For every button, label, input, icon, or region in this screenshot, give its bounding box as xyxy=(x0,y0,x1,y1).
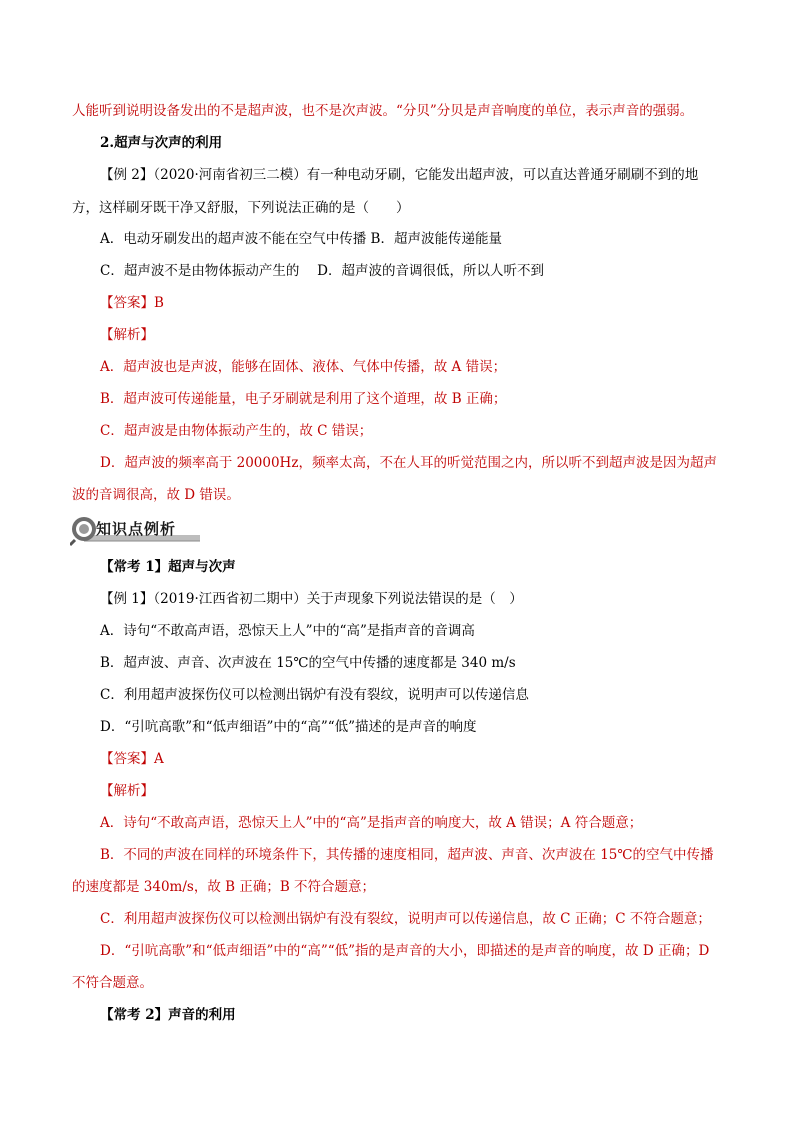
banner-title: 知识点例析 xyxy=(96,520,177,538)
example-1-question: 【例 1】（2019·江西省初二期中）关于声现象下列说法错误的是（ ） xyxy=(100,591,523,607)
analysis2-d: D．“引吭高歌”和“低声细语”中的“高”“低”指的是声音的大小，即描述的是声音的响度，故 D 正确；D xyxy=(100,943,710,959)
analysis-label: 【解析】 xyxy=(100,327,154,343)
answer-label-2: 【答案】A xyxy=(100,751,164,767)
analysis-d-cont: 波的音调很高，故 D 错误。 xyxy=(72,487,240,503)
analysis2-c: C．利用超声波探伤仪可以检测出锅炉有没有裂纹，说明声可以传递信息，故 C 正确；C 不符合题意； xyxy=(100,911,711,927)
common-1-heading: 【常考 1】超声与次声 xyxy=(100,559,236,575)
section-heading: 2.超声与次声的利用 xyxy=(100,135,223,151)
text-line-1: 人能听到说明设备发出的不是超声波，也不是次声波。“分贝”分贝是声音响度的单位，表示声音的强弱。 xyxy=(72,103,694,119)
analysis-c: C．超声波是由物体振动产生的，故 C 错误； xyxy=(100,423,373,439)
option-c-d: C．超声波不是由物体振动产生的 D．超声波的音调很低，所以人听不到 xyxy=(100,263,544,279)
analysis-label-2: 【解析】 xyxy=(100,783,154,799)
example-1-option-c: C．利用超声波探伤仪可以检测出锅炉有没有裂纹，说明声可以传递信息 xyxy=(100,687,529,703)
example-2-question-cont: 方，这样刷牙既干净又舒服，下列说法正确的是（ ） xyxy=(72,200,410,216)
example-2-question: 【例 2】（2020·河南省初三二模）有一种电动牙刷，它能发出超声波，可以直达普通牙刷刷不到的地 xyxy=(100,167,699,183)
example-1-option-a: A．诗句“不敢高声语，恐惊天上人”中的“高”是指声音的音调高 xyxy=(100,623,475,639)
option-a-b: A．电动牙刷发出的超声波不能在空气中传播 B．超声波能传递能量 xyxy=(100,231,502,247)
example-1-option-d: D．“引吭高歌”和“低声细语”中的“高”“低”描述的是声音的响度 xyxy=(100,719,477,735)
analysis2-b-cont: 的速度都是 340m/s，故 B 正确；B 不符合题意； xyxy=(72,879,376,895)
analysis-a: A．超声波也是声波，能够在固体、液体、气体中传播，故 A 错误； xyxy=(100,359,507,375)
analysis-d: D．超声波的频率高于 20000Hz，频率太高，不在人耳的听觉范围之内，所以听不到超声波是因为超声 xyxy=(100,455,717,471)
analysis2-a: A．诗句“不敢高声语，恐惊天上人”中的“高”是指声音的响度大，故 A 错误；A 符合题意； xyxy=(100,815,643,831)
analysis2-b: B．不同的声波在同样的环境条件下，其传播的速度相同，超声波、声音、次声波在 15℃的空气中传播 xyxy=(100,847,714,863)
analysis-b: B．超声波可传递能量，电子牙刷就是利用了这个道理，故 B 正确； xyxy=(100,391,507,407)
common-2-heading: 【常考 2】声音的利用 xyxy=(100,1007,236,1023)
example-1-option-b: B．超声波、声音、次声波在 15℃的空气中传播的速度都是 340 m/s xyxy=(100,655,516,671)
answer-label: 【答案】B xyxy=(100,295,164,311)
analysis2-d-cont: 不符合题意。 xyxy=(72,975,153,991)
